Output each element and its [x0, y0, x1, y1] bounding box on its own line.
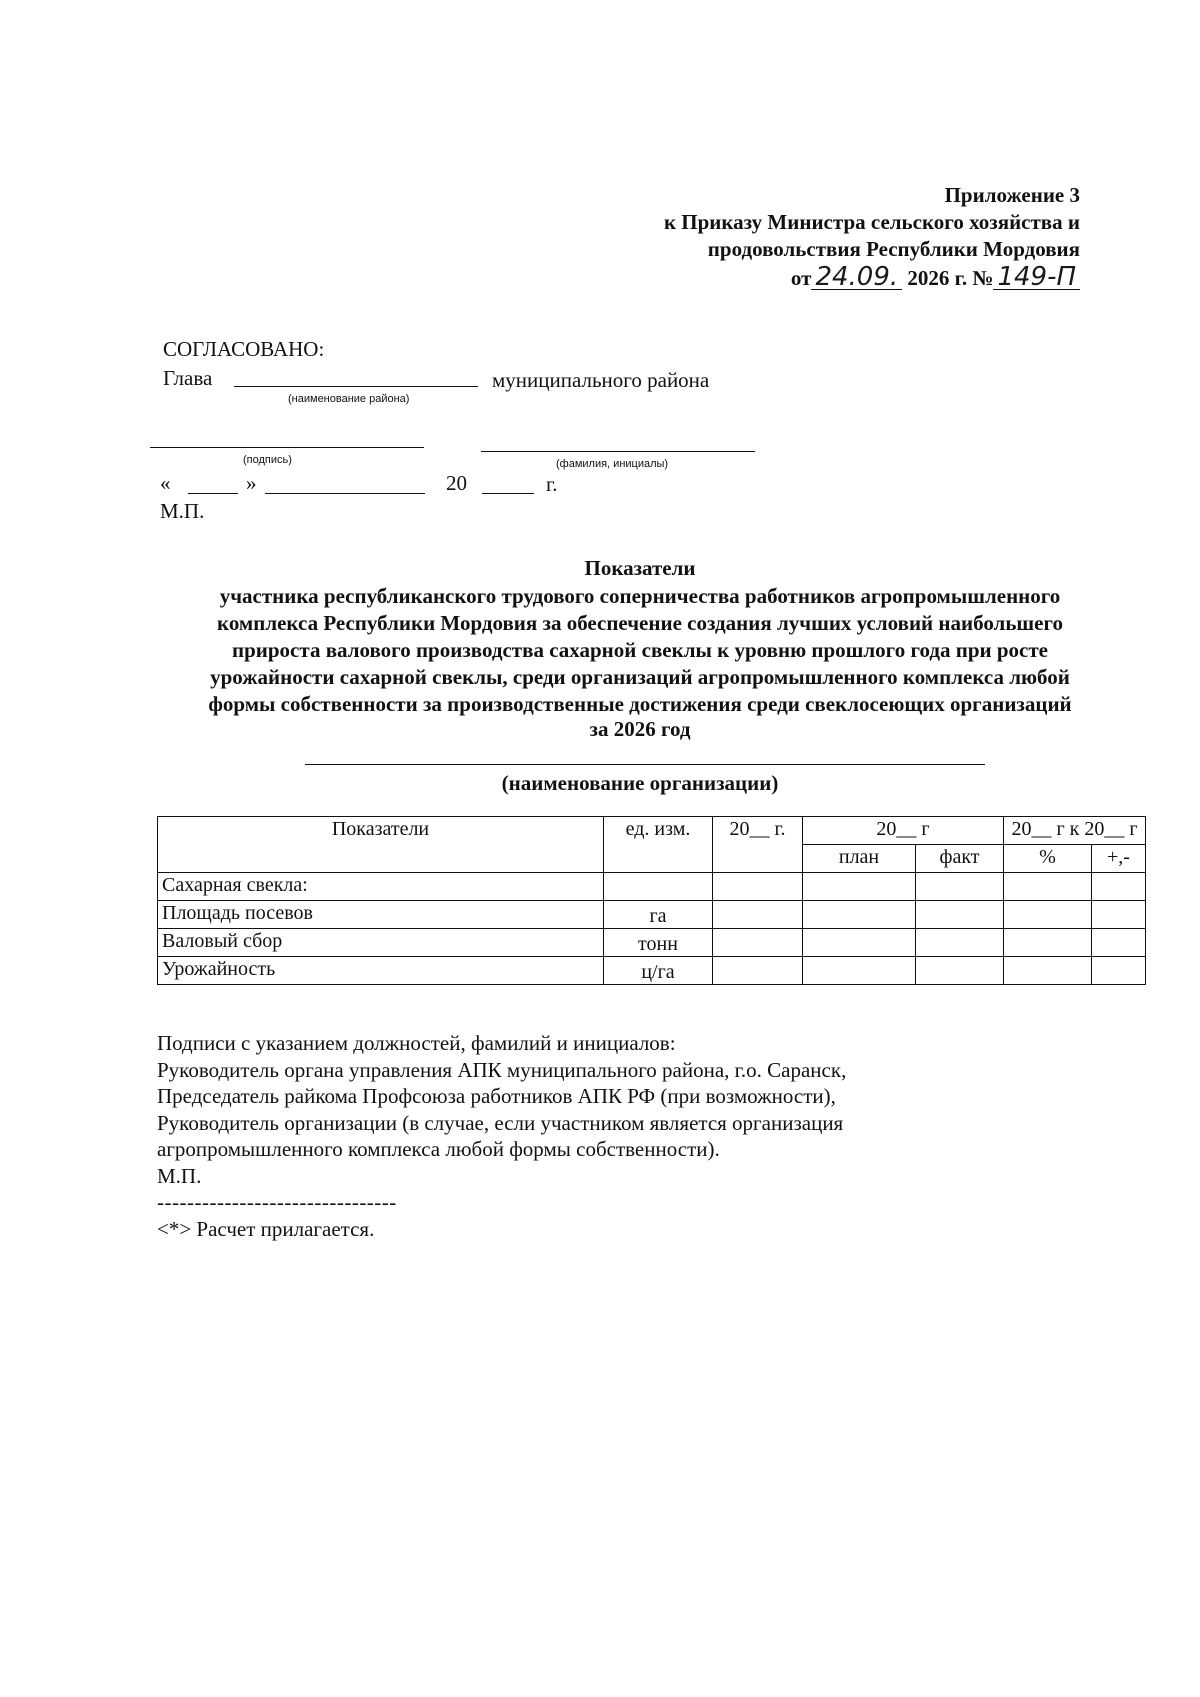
header-diff: +,- — [1092, 845, 1146, 873]
row-unit: га — [604, 901, 713, 929]
signatory-apk-head: Руководитель органа управления АПК муниципального района, г.о. Саранск, — [157, 1057, 847, 1082]
year-number-label: 2026 г. № — [907, 266, 994, 290]
table-row — [158, 873, 1146, 901]
empty-cell — [1004, 957, 1092, 985]
head-label: Глава — [163, 366, 213, 390]
signature-caption: (подпись) — [243, 454, 292, 466]
table-row — [158, 957, 1146, 985]
signatory-org-head: Руководитель организации (в случае, если участником является организация — [157, 1110, 844, 1135]
title-line-5: формы собственности за производственные достижения среди свеклосеющих организаций — [208, 692, 1072, 716]
empty-cell — [713, 873, 803, 901]
empty-cell — [803, 957, 916, 985]
annex-order-ref: к Приказу Министра сельского хозяйства и — [663, 210, 1080, 234]
district-caption: (наименование района) — [288, 393, 410, 405]
empty-cell — [803, 929, 916, 957]
empty-cell — [916, 901, 1004, 929]
table-row — [158, 929, 1146, 957]
title-line-1: участника республиканского трудового соперничества работников агропромышленного — [219, 584, 1061, 608]
footnote: <*> Расчет прилагается. — [157, 1216, 375, 1241]
table-header-row — [158, 817, 1146, 845]
empty-cell — [713, 957, 803, 985]
signatures-intro: Подписи с указанием должностей, фамилий и инициалов: — [157, 1031, 676, 1055]
header-comparison: 20__ г к 20__ г — [1004, 817, 1146, 845]
header-year-2: 20__ г — [803, 817, 1004, 845]
signatures-block — [157, 1030, 846, 1242]
district-name-line — [234, 386, 478, 387]
empty-cell — [1004, 873, 1092, 901]
signatory-org-head-cont: агропромышленного комплекса любой формы собственности). — [157, 1137, 720, 1161]
document-title: Показатели — [584, 556, 696, 580]
approval-stamp: М.П. — [160, 499, 205, 523]
row-name: Сахарная свекла: — [158, 873, 604, 901]
header-unit: ед. изм. — [604, 817, 713, 873]
empty-cell — [1092, 929, 1146, 957]
signatory-union-chair: Председатель райкома Профсоюза работников АПК РФ (при возможности), — [157, 1084, 836, 1108]
title-line-2: комплекса Республики Мордовия за обеспечение создания лучших условий наибольшего — [217, 611, 1063, 635]
title-line-6: за 2026 год — [589, 717, 691, 741]
table-row — [158, 901, 1146, 929]
handwritten-order-number: 149-П — [993, 265, 1080, 290]
annex-ministry: продовольствия Республики Мордовия — [707, 237, 1080, 261]
empty-cell — [1092, 873, 1146, 901]
header-fact: факт — [916, 845, 1004, 873]
signature-line — [150, 447, 424, 448]
empty-cell — [713, 901, 803, 929]
date-year-prefix: 20 — [446, 471, 467, 495]
name-caption: (фамилия, инициалы) — [556, 458, 669, 470]
empty-cell — [1004, 929, 1092, 957]
footnote-separator: -------------------------------- — [157, 1190, 397, 1214]
organization-caption: (наименование организации) — [501, 771, 779, 795]
row-unit — [604, 873, 713, 901]
empty-cell — [803, 901, 916, 929]
empty-cell — [916, 873, 1004, 901]
title-line-3: прироста валового производства сахарной свеклы к уровню прошлого года при росте — [232, 638, 1048, 662]
empty-cell — [713, 929, 803, 957]
date-month-line — [265, 493, 425, 494]
empty-cell — [1004, 901, 1092, 929]
date-day-line — [188, 493, 238, 494]
header-plan: план — [803, 845, 916, 873]
handwritten-date: 24.09. — [811, 265, 902, 290]
empty-cell — [916, 957, 1004, 985]
empty-cell — [803, 873, 916, 901]
indicators-table — [157, 816, 1146, 985]
empty-cell — [1092, 901, 1146, 929]
date-close-quote: » — [246, 471, 257, 495]
annex-date-line — [664, 262, 1080, 292]
date-open-quote: « — [160, 471, 171, 495]
date-year-line — [482, 493, 534, 494]
row-unit: тонн — [604, 929, 713, 957]
empty-cell — [916, 929, 1004, 957]
name-line — [481, 451, 755, 452]
date-prefix: от — [790, 266, 812, 290]
date-year-suffix: г. — [546, 472, 558, 496]
empty-cell — [1092, 957, 1146, 985]
annex-header — [664, 182, 1080, 292]
row-name: Площадь посевов — [158, 901, 604, 929]
approval-heading: СОГЛАСОВАНО: — [163, 337, 325, 361]
header-indicators: Показатели — [158, 817, 604, 873]
row-name: Валовый сбор — [158, 929, 604, 957]
signatures-stamp: М.П. — [157, 1163, 202, 1188]
header-year-1: 20__ г. — [713, 817, 803, 873]
annex-number: Приложение 3 — [944, 183, 1080, 207]
organization-name-line — [305, 764, 985, 765]
district-suffix: муниципального района — [492, 368, 710, 392]
title-line-4: урожайности сахарной свеклы, среди организаций агропромышленного комплекса любой — [210, 665, 1070, 689]
row-name: Урожайность — [158, 957, 604, 985]
header-percent: % — [1004, 845, 1092, 873]
row-unit: ц/га — [604, 957, 713, 985]
